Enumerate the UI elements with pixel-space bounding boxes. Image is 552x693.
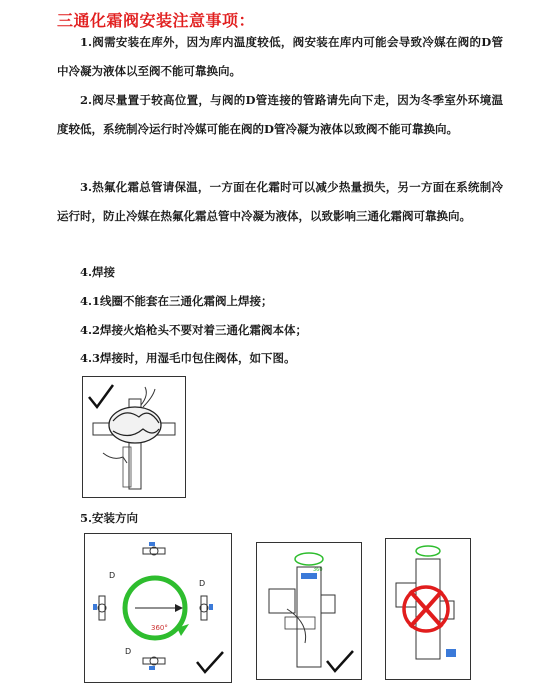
prohibited-icon	[410, 591, 442, 627]
paragraph-2: 2.阀尽量置于较高位置，与阀的D管连接的管路请先向下走，因为冬季室外环境温度较低，系统制冷运行时冷媒可能在阀的D管冷凝为液体以致阀不能可靠换向。	[57, 93, 503, 136]
direction-allowed-figure	[84, 533, 232, 683]
section-welding-heading: 4.焊接	[80, 265, 116, 279]
welding-item-1: 4.1线圈不能套在三通化霜阀上焊接；	[80, 294, 273, 308]
checkmark-icon	[327, 651, 353, 671]
d-label-bottom: D	[125, 647, 132, 656]
direction-forbidden-figure	[385, 538, 471, 680]
top-rotation-label: 360	[313, 567, 323, 573]
d-label-right: D	[199, 579, 206, 588]
paragraph-3: 3.热氟化霜总管请保温，一方面在化霜时可以减少热量损失，另一方面在系统制冷运行时，防止冷媒在热氟化霜总管中冷凝为液体，以致影响三通化霜阀可靠换向。	[57, 180, 503, 223]
page-title: 三通化霜阀安装注意事项：	[57, 11, 256, 30]
direction-upright-figure	[256, 542, 362, 680]
welding-towel-figure	[82, 376, 186, 498]
paragraph-1: 1.阀需安装在库外，因为库内温度较低，阀安装在库内可能会导致冷媒在阀的D管中冷凝为液体以至阀不能可靠换向。	[57, 35, 503, 78]
checkmark-icon	[197, 652, 223, 672]
d-label-left: D	[109, 571, 116, 580]
welding-item-2: 4.2焊接火焰枪头不要对着三通化霜阀本体；	[80, 323, 308, 337]
checkmark-icon	[89, 385, 113, 407]
rotation-label: 360°	[151, 624, 168, 632]
section-direction-heading: 5.安装方向	[80, 511, 139, 525]
welding-item-3: 4.3焊接时，用湿毛巾包住阀体，如下图。	[80, 351, 296, 365]
